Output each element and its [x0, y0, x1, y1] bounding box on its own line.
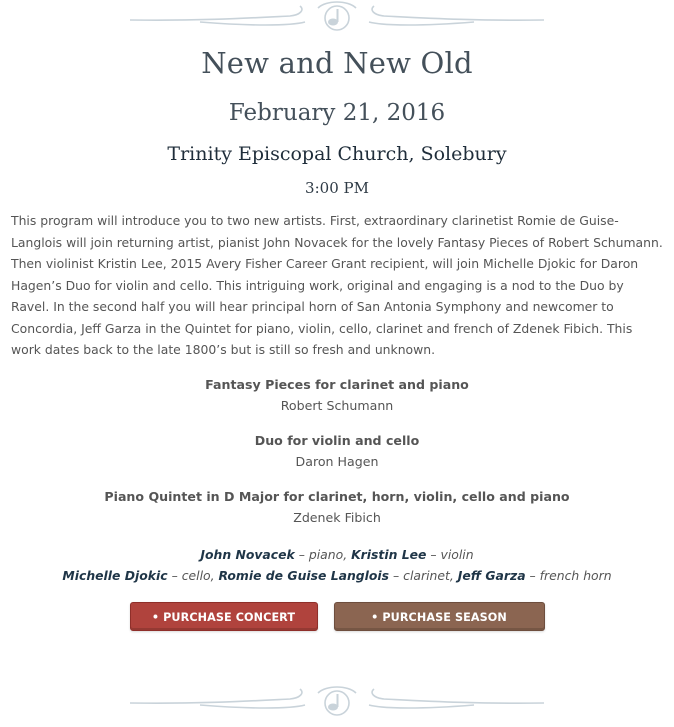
performer-name: Michelle Djokic — [62, 567, 168, 583]
purchase-concert-tickets-button[interactable]: • PURCHASE CONCERT TICKETS • — [130, 602, 318, 631]
decorative-flourish-bottom — [0, 683, 674, 719]
concert-venue: Trinity Episcopal Church, Solebury — [167, 143, 507, 165]
performer-role: – violin — [426, 546, 474, 562]
piece-composer: Daron Hagen — [295, 453, 379, 469]
concert-date: February 21, 2016 — [228, 100, 446, 126]
piece-composer: Zdenek Fibich — [293, 509, 381, 525]
concert-time: 3:00 PM — [305, 179, 369, 197]
performer-name: Romie de Guise Langlois — [218, 567, 390, 583]
performers-line — [10, 544, 664, 565]
performer-name: Kristin Lee — [351, 546, 427, 562]
performer-role: – french horn — [525, 567, 612, 583]
piece-composer: Robert Schumann — [280, 397, 394, 413]
piece-title: Fantasy Pieces for clarinet and piano — [205, 376, 469, 392]
program-piece — [10, 430, 664, 472]
performer-role: – clarinet, — [389, 567, 458, 583]
performers-line — [10, 565, 664, 586]
concert-title: New and New Old — [201, 46, 473, 80]
performer-role: – cello, — [167, 567, 219, 583]
concert-details — [10, 44, 664, 653]
program-piece — [10, 374, 664, 416]
program-piece — [10, 486, 664, 528]
performer-name: Jeff Garza — [457, 567, 526, 583]
performer-name: John Novacek — [200, 546, 295, 562]
decorative-flourish-top — [0, 0, 674, 36]
performers-list — [10, 544, 664, 586]
piece-title: Duo for violin and cello — [254, 432, 420, 448]
ticket-buttons — [10, 602, 664, 653]
piece-title: Piano Quintet in D Major for clarinet, horn, violin, cello and piano — [104, 488, 570, 504]
program-description: This program will introduce you to two new artists. First, extraordinary clarinetist Romie de Guise-Langlois will join returning artist, pianist John Novacek for the lovely Fantasy Pieces of Robert Schumann. Then violinist Kristin Lee, 2015 Avery Fisher Career Grant recipient, will join Michelle Djokic for Daron Hagen’s Duo for violin and cello. This intriguing work, original and engaging is a nod to the Duo by Ravel. In the second half you will hear principal horn of San Antonia Symphony and newcomer to Concordia, Jeff Garza in the Quintet for piano, violin, cello, clarinet and french of Zdenek Fibich. This work dates back to the late 1800’s but is still so fresh and unknown. — [11, 213, 663, 357]
purchase-season-tickets-button[interactable]: • PURCHASE SEASON TICKETS • — [334, 602, 545, 631]
performer-role: – piano, — [294, 546, 352, 562]
